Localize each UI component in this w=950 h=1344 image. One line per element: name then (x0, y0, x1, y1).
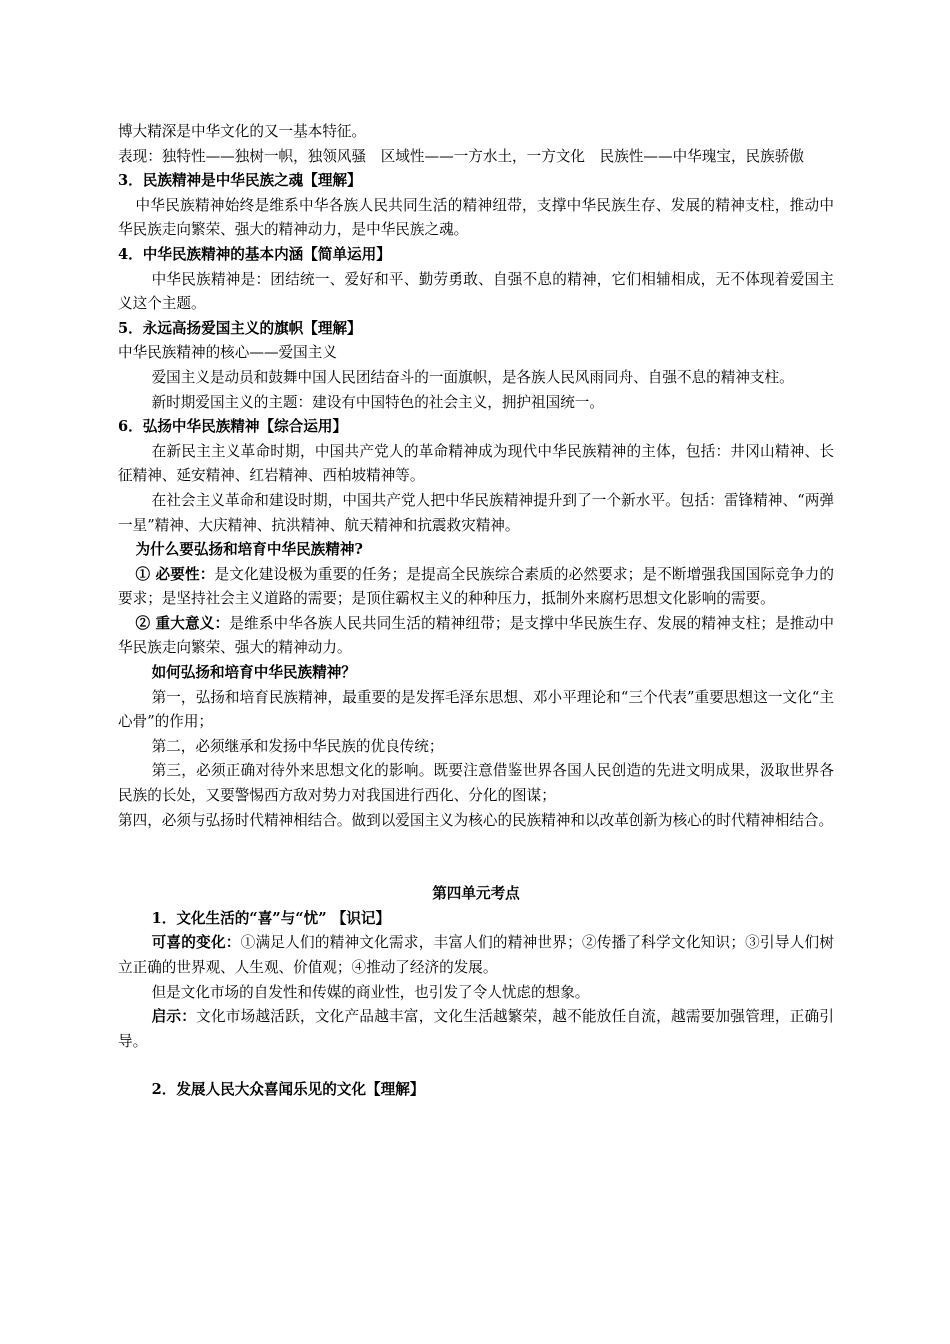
paragraph-text: 文化市场越活跃，文化产品越丰富，文化生活越繁荣，越不能放任自流，越需要加强管理，正确引导。 (118, 1008, 834, 1050)
paragraph: 中华民族精神是：团结统一、爱好和平、勤劳勇敢、自强不息的精神，它们相辅相成，无不体现着爱国主义这个主题。 (118, 270, 834, 313)
paragraph: 中华民族精神的核心——爱国主义 (118, 344, 337, 362)
section-heading-3: 3．民族精神是中华民族之魂【理解】 (118, 172, 362, 190)
paragraph: 第二，必须继承和发扬中华民族的优良传统； (151, 737, 444, 755)
unit-title: 第四单元考点 (432, 885, 520, 903)
paragraph-text: ①满足人们的精神文化需求，丰富人们的精神世界；②传播了科学文化知识；③引导人们树立正确的世界观、人生观、价值观；④推动了经济的发展。 (118, 934, 834, 976)
paragraph: 第三，必须正确对待外来思想文化的影响。既要注意借鉴世界各国人民创造的先进文明成果，汲取世界各民族的长处，又要警惕西方敌对势力对我国进行西化、分化的图谋； (118, 762, 834, 805)
paragraph: 中华民族精神始终是维系中华各族人民共同生活的精神纽带，支撑中华民族生存、发展的精神支柱，推动中华民族走向繁荣、强大的精神动力，是中华民族之魂。 (118, 196, 834, 239)
point-text: 是维系中华各族人民共同生活的精神纽带；是支撑中华民族生存、发展的精神支柱；是推动中华民族走向繁荣、强大的精神动力。 (118, 614, 834, 657)
numbered-point (118, 563, 834, 612)
labeled-paragraph (118, 1005, 834, 1054)
question-heading: 为什么要弘扬和培育中华民族精神? (135, 541, 363, 559)
paragraph: 博大精深是中华文化的又一基本特征。 (118, 123, 367, 140)
paragraph: 爱国主义是动员和鼓舞中国人民团结奋斗的一面旗帜，是各族人民风雨同舟、自强不息的精神支柱。 (151, 368, 794, 386)
section-heading-4: 4．中华民族精神的基本内涵【简单运用】 (118, 245, 391, 263)
point-label: ① 必要性： (135, 565, 215, 583)
question-heading: 如何弘扬和培育中华民族精神？ (151, 664, 356, 682)
numbered-point (118, 612, 834, 661)
paragraph-label: 可喜的变化： (151, 934, 241, 952)
paragraph: 在社会主义革命和建设时期，中国共产党人把中华民族精神提升到了一个新水平。包括：雷锋精神、“两弹一星”精神、大庆精神、抗洪精神、航天精神和抗震救灾精神。 (118, 491, 834, 534)
paragraph: 第四，必须与弘扬时代精神相结合。做到以爱国主义为核心的民族精神和以改革创新为核心的时代精神相结合。 (118, 811, 834, 829)
spacer (118, 1054, 834, 1078)
section-heading-6: 6．弘扬中华民族精神【综合运用】 (118, 418, 348, 436)
point-text: 是文化建设极为重要的任务；是提高全民族综合素质的必然要求；是不断增强我国国际竞争力的要求；是坚持社会主义道路的需要；是顶住霸权主义的种种压力，抵制外来腐朽思想文化影响的需要。 (118, 565, 834, 608)
section-heading-5: 5．永远高扬爱国主义的旗帜【理解】 (118, 319, 362, 337)
paragraph: 表现：独特性——独树一帜，独领风骚 区域性——一方水土，一方文化 民族性——中华瑰宝，民族骄傲 (118, 147, 804, 165)
paragraph: 在新民主主义革命时期，中国共产党人的革命精神成为现代中华民族精神的主体，包括：井冈山精神、长征精神、延安精神、红岩精神、西柏坡精神等。 (118, 442, 834, 485)
labeled-paragraph (118, 931, 834, 980)
spacer (118, 833, 834, 882)
paragraph: 新时期爱国主义的主题：建设有中国特色的社会主义，拥护祖国统一。 (151, 393, 604, 411)
paragraph: 但是文化市场的自发性和传媒的商业性，也引发了令人忧虑的想象。 (151, 983, 590, 1001)
section-heading-u1: 1．文化生活的“喜”与“忧” 【识记】 (151, 909, 391, 927)
paragraph-label: 启示： (151, 1008, 197, 1026)
section-heading-u2: 2．发展人民大众喜闻乐见的文化【理解】 (151, 1081, 425, 1099)
paragraph: 第一，弘扬和培育民族精神，最重要的是发挥毛泽东思想、邓小平理论和“三个代表”重要思想这一文化“主心骨”的作用； (118, 688, 834, 731)
point-label: ② 重大意义： (135, 614, 230, 632)
